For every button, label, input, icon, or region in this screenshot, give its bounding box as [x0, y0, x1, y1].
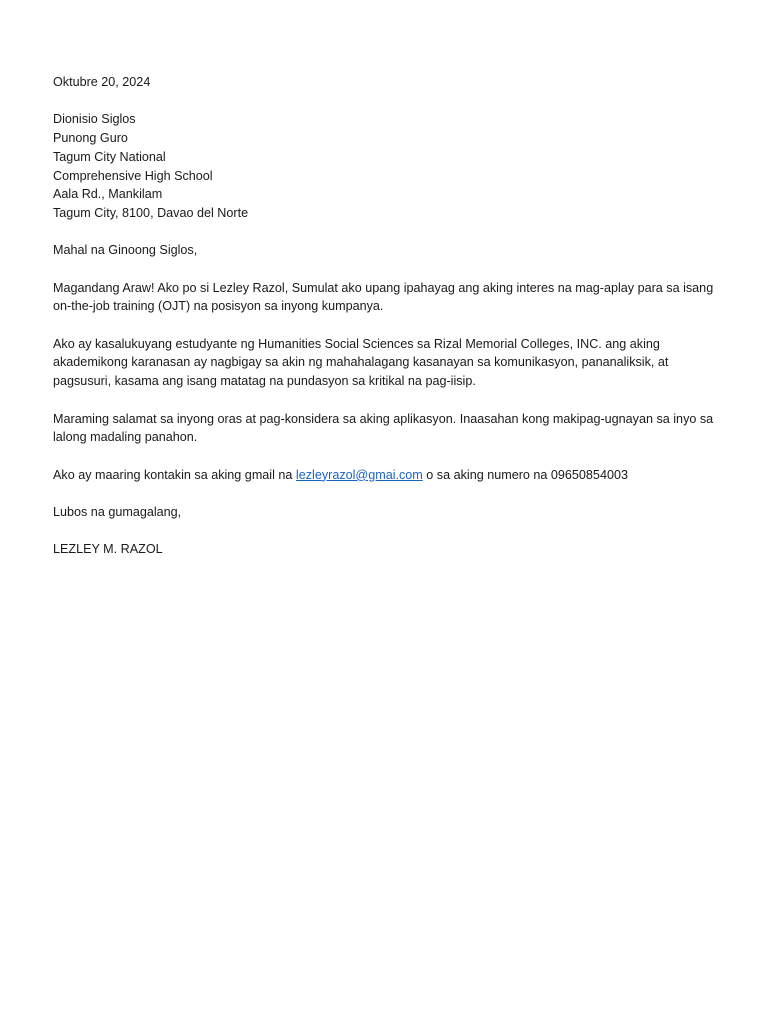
recipient-school-line-1: Tagum City National [53, 149, 166, 164]
recipient-school-line-2: Comprehensive High School [53, 168, 213, 183]
recipient-position: Punong Guro [53, 131, 128, 146]
recipient-name: Dionisio Siglos [53, 112, 136, 127]
contact-suffix: o sa aking numero na 09650854003 [422, 467, 628, 482]
recipient-address-line-2: Tagum City, 8100, Davao del Norte [53, 205, 249, 220]
recipient-address-line-1: Aala Rd., Mankilam [53, 187, 163, 202]
letter-page [53, 73, 721, 578]
body-paragraph-thanks: Maraming salamat sa inyong oras at pag-konsidera sa aking aplikasyon. Inaasahan kong makipag-ugnayan sa inyo sa lalong madaling panahon. [53, 411, 714, 445]
body-paragraph-intro: Magandang Araw! Ako po si Lezley Razol, Sumulat ako upang ipahayag ang aking interes na mag-aplay para sa isang on-the-job training (OJT) na posisyon sa inyong kumpanya. [53, 280, 714, 314]
email-link[interactable]: lezleyrazol@gmai.com [295, 467, 423, 482]
salutation: Mahal na Ginoong Siglos, [53, 243, 198, 258]
body-paragraph-background: Ako ay kasalukuyang estudyante ng Humanities Social Sciences sa Rizal Memorial Colleges, INC. ang aking akademikong karanasan ay nagbigay sa akin ng mahahalagang kasanayan sa komunikasyon, pananaliksik, at pagsusuri, kasama ang isang matatag na pundasyon sa kritikal na pag-iisip. [53, 336, 669, 389]
closing: Lubos na gumagalang, [53, 505, 182, 520]
letter-date: Oktubre 20, 2024 [53, 75, 151, 89]
signature-name: LEZLEY M. RAZOL [53, 542, 163, 557]
contact-prefix: Ako ay maaring kontakin sa aking gmail na [53, 467, 296, 482]
contact-paragraph [53, 466, 721, 485]
recipient-address-block [53, 110, 721, 222]
